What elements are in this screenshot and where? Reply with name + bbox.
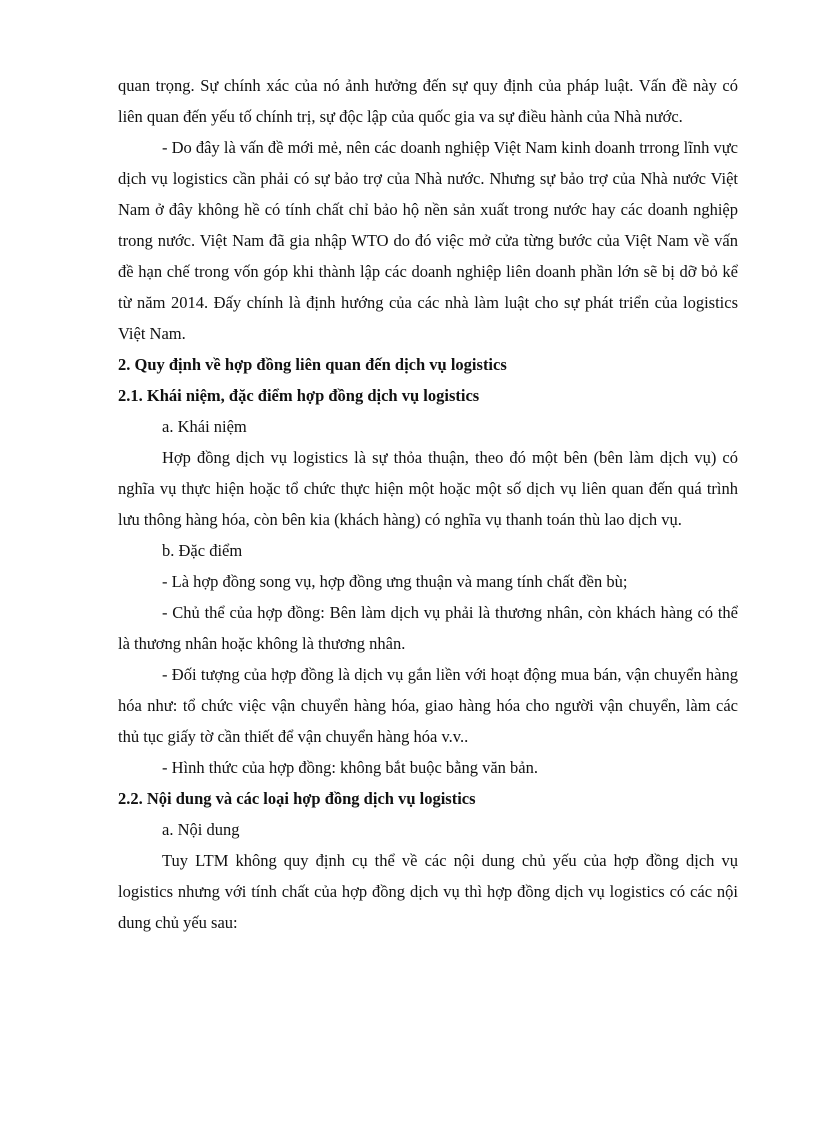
subheading-concept: a. Khái niệm <box>162 417 247 436</box>
heading-section-2-2: 2.2. Nội dung và các loại hợp đồng dịch vụ logistics <box>118 789 476 808</box>
paragraph-state-support: - Do đây là vấn đề mới mẻ, nên các doanh nghiệp Việt Nam kinh doanh trrong lĩnh vực dịch vụ logistics cần phải có sự bảo trợ của Nhà nước. Nhưng sự bảo trợ của Nhà nước Việt Nam ở đây không hề có tính chất chỉ bảo hộ nền sản xuất trong nước hay các doanh nghiệp trong nước. Việt Nam đã gia nhập WTO do đó việc mở cửa từng bước của Việt Nam về vấn đề hạn chế trong vốn góp khi thành lập các doanh nghiệp liên doanh phần lớn sẽ bị dỡ bỏ kể từ năm 2014. Đấy chính là định hướng của các nhà làm luật cho sự phát triển của logistics Việt Nam. <box>118 138 738 343</box>
paragraph-political-importance: quan trọng. Sự chính xác của nó ảnh hưởng đến sự quy định của pháp luật. Vấn đề này có liên quan đến yếu tố chính trị, sự độc lập của quốc gia va sự điều hành của Nhà nước. <box>118 76 738 126</box>
heading-section-2: 2. Quy định về hợp đồng liên quan đến dịch vụ logistics <box>118 355 507 374</box>
subheading-content: a. Nội dung <box>162 820 240 839</box>
heading-section-2-1: 2.1. Khái niệm, đặc điểm hợp đồng dịch vụ logistics <box>118 386 480 405</box>
paragraph-bilateral-contract: - Là hợp đồng song vụ, hợp đồng ưng thuận và mang tính chất đền bù; <box>162 572 628 591</box>
paragraph-contract-parties: - Chủ thể của hợp đồng: Bên làm dịch vụ phải là thương nhân, còn khách hàng có thể là thương nhân hoặc không là thương nhân. <box>118 603 738 653</box>
document-body <box>118 70 738 938</box>
paragraph-main-contents: Tuy LTM không quy định cụ thể về các nội dung chủ yếu của hợp đồng dịch vụ logistics nhưng với tính chất của hợp đồng dịch vụ thì hợp đồng dịch vụ logistics có các nội dung chủ yếu sau: <box>118 851 738 932</box>
paragraph-contract-form: - Hình thức của hợp đồng: không bắt buộc bằng văn bản. <box>162 758 539 777</box>
paragraph-contract-object: - Đối tượng của hợp đồng là dịch vụ gắn liền với hoạt động mua bán, vận chuyển hàng hóa như: tổ chức việc vận chuyển hàng hóa, giao hàng hóa cho người vận chuyển, làm các thủ tục giấy tờ cần thiết để vận chuyển hàng hóa v.v.. <box>118 665 738 746</box>
paragraph-contract-definition: Hợp đồng dịch vụ logistics là sự thỏa thuận, theo đó một bên (bên làm dịch vụ) có nghĩa vụ thực hiện hoặc tổ chức thực hiện một hoặc một số dịch vụ liên quan đến quá trình lưu thông hàng hóa, còn bên kia (khách hàng) có nghĩa vụ thanh toán thù lao dịch vụ. <box>118 448 738 529</box>
subheading-characteristics: b. Đặc điểm <box>162 541 243 560</box>
